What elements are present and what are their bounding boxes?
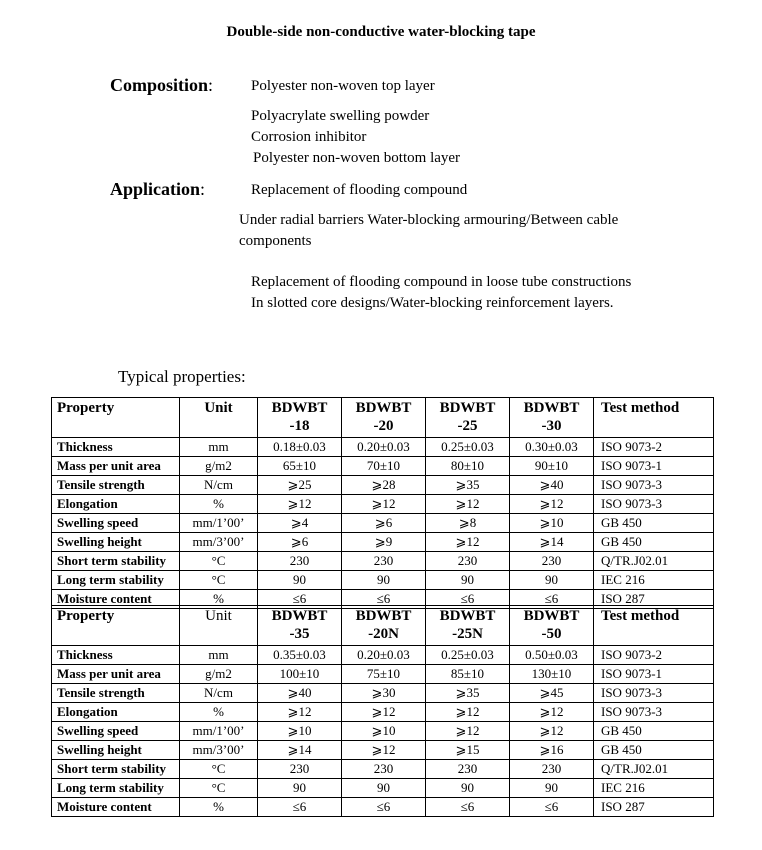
value-cell: 0.50±0.03 xyxy=(510,646,594,665)
value-cell: ⩾35 xyxy=(426,684,510,703)
value-cell: ⩾12 xyxy=(342,703,426,722)
value-cell: 90 xyxy=(342,571,426,590)
column-header: BDWBT -50 xyxy=(510,606,594,646)
value-cell: 230 xyxy=(426,760,510,779)
value-cell: 0.30±0.03 xyxy=(510,438,594,457)
column-header: BDWBT -35 xyxy=(258,606,342,646)
test-method-cell: GB 450 xyxy=(594,533,714,552)
value-cell: 90 xyxy=(342,779,426,798)
column-header: BDWBT -20N xyxy=(342,606,426,646)
composition-item: Corrosion inhibitor xyxy=(251,129,367,145)
property-name-cell: Elongation xyxy=(52,703,180,722)
table-row xyxy=(52,741,714,760)
value-cell: 90 xyxy=(510,571,594,590)
value-cell: ⩾15 xyxy=(426,741,510,760)
value-cell: ⩾12 xyxy=(510,495,594,514)
column-header: Property xyxy=(52,606,180,646)
test-method-cell: GB 450 xyxy=(594,741,714,760)
property-name-cell: Swelling speed xyxy=(52,514,180,533)
value-cell: ⩾12 xyxy=(426,495,510,514)
column-header: Property xyxy=(52,398,180,438)
table-row xyxy=(52,495,714,514)
composition-item: Polyester non-woven top layer xyxy=(251,78,435,94)
value-cell: 90 xyxy=(426,779,510,798)
composition-label: Composition xyxy=(110,75,209,95)
test-method-cell: Q/TR.J02.01 xyxy=(594,760,714,779)
value-cell: 90 xyxy=(426,571,510,590)
property-name-cell: Swelling height xyxy=(52,533,180,552)
test-method-cell: ISO 9073-3 xyxy=(594,495,714,514)
test-method-cell: ISO 9073-3 xyxy=(594,476,714,495)
table-row xyxy=(52,798,714,817)
value-cell: ⩾45 xyxy=(510,684,594,703)
value-cell: ≤6 xyxy=(342,798,426,817)
value-cell: ⩾4 xyxy=(258,514,342,533)
table-header-row xyxy=(52,606,714,646)
value-cell: ⩾12 xyxy=(258,495,342,514)
value-cell: 0.20±0.03 xyxy=(342,438,426,457)
value-cell: 0.25±0.03 xyxy=(426,646,510,665)
column-header: BDWBT -30 xyxy=(510,398,594,438)
value-cell: ≤6 xyxy=(426,798,510,817)
property-name-cell: Thickness xyxy=(52,646,180,665)
value-cell: 85±10 xyxy=(426,665,510,684)
property-name-cell: Tensile strength xyxy=(52,684,180,703)
value-cell: 0.20±0.03 xyxy=(342,646,426,665)
table-row xyxy=(52,571,714,590)
composition-heading xyxy=(110,75,213,96)
value-cell: ⩾40 xyxy=(510,476,594,495)
unit-cell: mm xyxy=(180,438,258,457)
value-cell: ≤6 xyxy=(342,590,426,609)
value-cell: 230 xyxy=(510,760,594,779)
value-cell: ⩾6 xyxy=(258,533,342,552)
value-cell: 90±10 xyxy=(510,457,594,476)
property-name-cell: Mass per unit area xyxy=(52,665,180,684)
unit-cell: % xyxy=(180,798,258,817)
table-header-row xyxy=(52,398,714,438)
table-row xyxy=(52,552,714,571)
value-cell: ≤6 xyxy=(510,798,594,817)
value-cell: 100±10 xyxy=(258,665,342,684)
column-header: BDWBT -25 xyxy=(426,398,510,438)
value-cell: ⩾12 xyxy=(426,703,510,722)
value-cell: 65±10 xyxy=(258,457,342,476)
application-colon: : xyxy=(200,179,206,199)
column-header: Test method xyxy=(594,606,714,646)
property-name-cell: Elongation xyxy=(52,495,180,514)
table-row xyxy=(52,703,714,722)
unit-cell: % xyxy=(180,590,258,609)
test-method-cell: ISO 287 xyxy=(594,590,714,609)
test-method-cell: ISO 9073-3 xyxy=(594,703,714,722)
value-cell: ⩾8 xyxy=(426,514,510,533)
unit-cell: g/m2 xyxy=(180,665,258,684)
value-cell: 90 xyxy=(258,571,342,590)
unit-cell: °C xyxy=(180,779,258,798)
unit-cell: mm/1’00’ xyxy=(180,722,258,741)
table-row xyxy=(52,722,714,741)
test-method-cell: ISO 9073-2 xyxy=(594,438,714,457)
value-cell: ≤6 xyxy=(258,798,342,817)
table-row xyxy=(52,665,714,684)
value-cell: 230 xyxy=(342,760,426,779)
value-cell: 130±10 xyxy=(510,665,594,684)
property-name-cell: Long term stability xyxy=(52,571,180,590)
test-method-cell: GB 450 xyxy=(594,514,714,533)
property-name-cell: Long term stability xyxy=(52,779,180,798)
test-method-cell: Q/TR.J02.01 xyxy=(594,552,714,571)
composition-item: Polyacrylate swelling powder xyxy=(251,108,430,124)
property-name-cell: Short term stability xyxy=(52,760,180,779)
value-cell: 230 xyxy=(342,552,426,571)
value-cell: 0.35±0.03 xyxy=(258,646,342,665)
application-label: Application xyxy=(110,179,201,199)
value-cell: ⩾12 xyxy=(426,722,510,741)
test-method-cell: IEC 216 xyxy=(594,571,714,590)
properties-table-1 xyxy=(51,397,714,609)
test-method-cell: ISO 287 xyxy=(594,798,714,817)
value-cell: ⩾14 xyxy=(510,533,594,552)
document-title: Double-side non-conductive water-blocking tape xyxy=(226,24,536,40)
value-cell: 75±10 xyxy=(342,665,426,684)
value-cell: 0.25±0.03 xyxy=(426,438,510,457)
table-row xyxy=(52,457,714,476)
table-row xyxy=(52,438,714,457)
value-cell: ⩾12 xyxy=(258,703,342,722)
property-name-cell: Moisture content xyxy=(52,798,180,817)
value-cell: ⩾10 xyxy=(258,722,342,741)
application-heading xyxy=(110,179,205,200)
value-cell: ≤6 xyxy=(510,590,594,609)
test-method-cell: GB 450 xyxy=(594,722,714,741)
table-row xyxy=(52,760,714,779)
value-cell: ⩾28 xyxy=(342,476,426,495)
unit-cell: °C xyxy=(180,552,258,571)
property-name-cell: Swelling speed xyxy=(52,722,180,741)
unit-cell: °C xyxy=(180,571,258,590)
unit-cell: mm/3’00’ xyxy=(180,741,258,760)
value-cell: 90 xyxy=(510,779,594,798)
column-header: BDWBT -25N xyxy=(426,606,510,646)
unit-cell: mm/3’00’ xyxy=(180,533,258,552)
typical-properties-label: Typical properties: xyxy=(118,367,246,386)
column-header: Unit xyxy=(180,398,258,438)
unit-cell: % xyxy=(180,495,258,514)
value-cell: ≤6 xyxy=(426,590,510,609)
composition-item: Polyester non-woven bottom layer xyxy=(253,150,461,166)
table-row xyxy=(52,684,714,703)
test-method-cell: ISO 9073-2 xyxy=(594,646,714,665)
value-cell: 230 xyxy=(258,552,342,571)
value-cell: ⩾40 xyxy=(258,684,342,703)
value-cell: 90 xyxy=(258,779,342,798)
property-name-cell: Short term stability xyxy=(52,552,180,571)
value-cell: ⩾9 xyxy=(342,533,426,552)
column-header: Test method xyxy=(594,398,714,438)
value-cell: ⩾30 xyxy=(342,684,426,703)
value-cell: ⩾10 xyxy=(342,722,426,741)
properties-table-2 xyxy=(51,605,714,817)
test-method-cell: ISO 9073-3 xyxy=(594,684,714,703)
test-method-cell: ISO 9073-1 xyxy=(594,665,714,684)
value-cell: ⩾12 xyxy=(342,495,426,514)
value-cell: 70±10 xyxy=(342,457,426,476)
unit-cell: N/cm xyxy=(180,476,258,495)
value-cell: 230 xyxy=(510,552,594,571)
value-cell: ⩾16 xyxy=(510,741,594,760)
property-name-cell: Thickness xyxy=(52,438,180,457)
value-cell: ⩾12 xyxy=(426,533,510,552)
column-header: Unit xyxy=(180,606,258,646)
value-cell: 230 xyxy=(426,552,510,571)
value-cell: ⩾25 xyxy=(258,476,342,495)
unit-cell: % xyxy=(180,703,258,722)
application-item: Replacement of flooding compound xyxy=(251,182,468,198)
value-cell: ⩾35 xyxy=(426,476,510,495)
column-header: BDWBT -18 xyxy=(258,398,342,438)
table-row xyxy=(52,646,714,665)
property-name-cell: Swelling height xyxy=(52,741,180,760)
value-cell: 230 xyxy=(258,760,342,779)
value-cell: ⩾10 xyxy=(510,514,594,533)
table-row xyxy=(52,514,714,533)
unit-cell: °C xyxy=(180,760,258,779)
property-name-cell: Moisture content xyxy=(52,590,180,609)
application-item: In slotted core designs/Water-blocking reinforcement layers. xyxy=(251,295,614,311)
value-cell: ⩾14 xyxy=(258,741,342,760)
property-name-cell: Mass per unit area xyxy=(52,457,180,476)
unit-cell: mm xyxy=(180,646,258,665)
application-item: Under radial barriers Water-blocking armouring/Between cable xyxy=(239,212,619,228)
test-method-cell: ISO 9073-1 xyxy=(594,457,714,476)
application-item: components xyxy=(239,233,312,249)
table-row xyxy=(52,476,714,495)
composition-colon: : xyxy=(208,75,214,95)
value-cell: 0.18±0.03 xyxy=(258,438,342,457)
table-row xyxy=(52,779,714,798)
unit-cell: mm/1’00’ xyxy=(180,514,258,533)
value-cell: ⩾12 xyxy=(342,741,426,760)
value-cell: 80±10 xyxy=(426,457,510,476)
test-method-cell: IEC 216 xyxy=(594,779,714,798)
unit-cell: N/cm xyxy=(180,684,258,703)
application-item: Replacement of flooding compound in loose tube constructions xyxy=(251,274,632,290)
column-header: BDWBT -20 xyxy=(342,398,426,438)
table-row xyxy=(52,533,714,552)
value-cell: ⩾12 xyxy=(510,722,594,741)
property-name-cell: Tensile strength xyxy=(52,476,180,495)
value-cell: ≤6 xyxy=(258,590,342,609)
value-cell: ⩾12 xyxy=(510,703,594,722)
value-cell: ⩾6 xyxy=(342,514,426,533)
unit-cell: g/m2 xyxy=(180,457,258,476)
